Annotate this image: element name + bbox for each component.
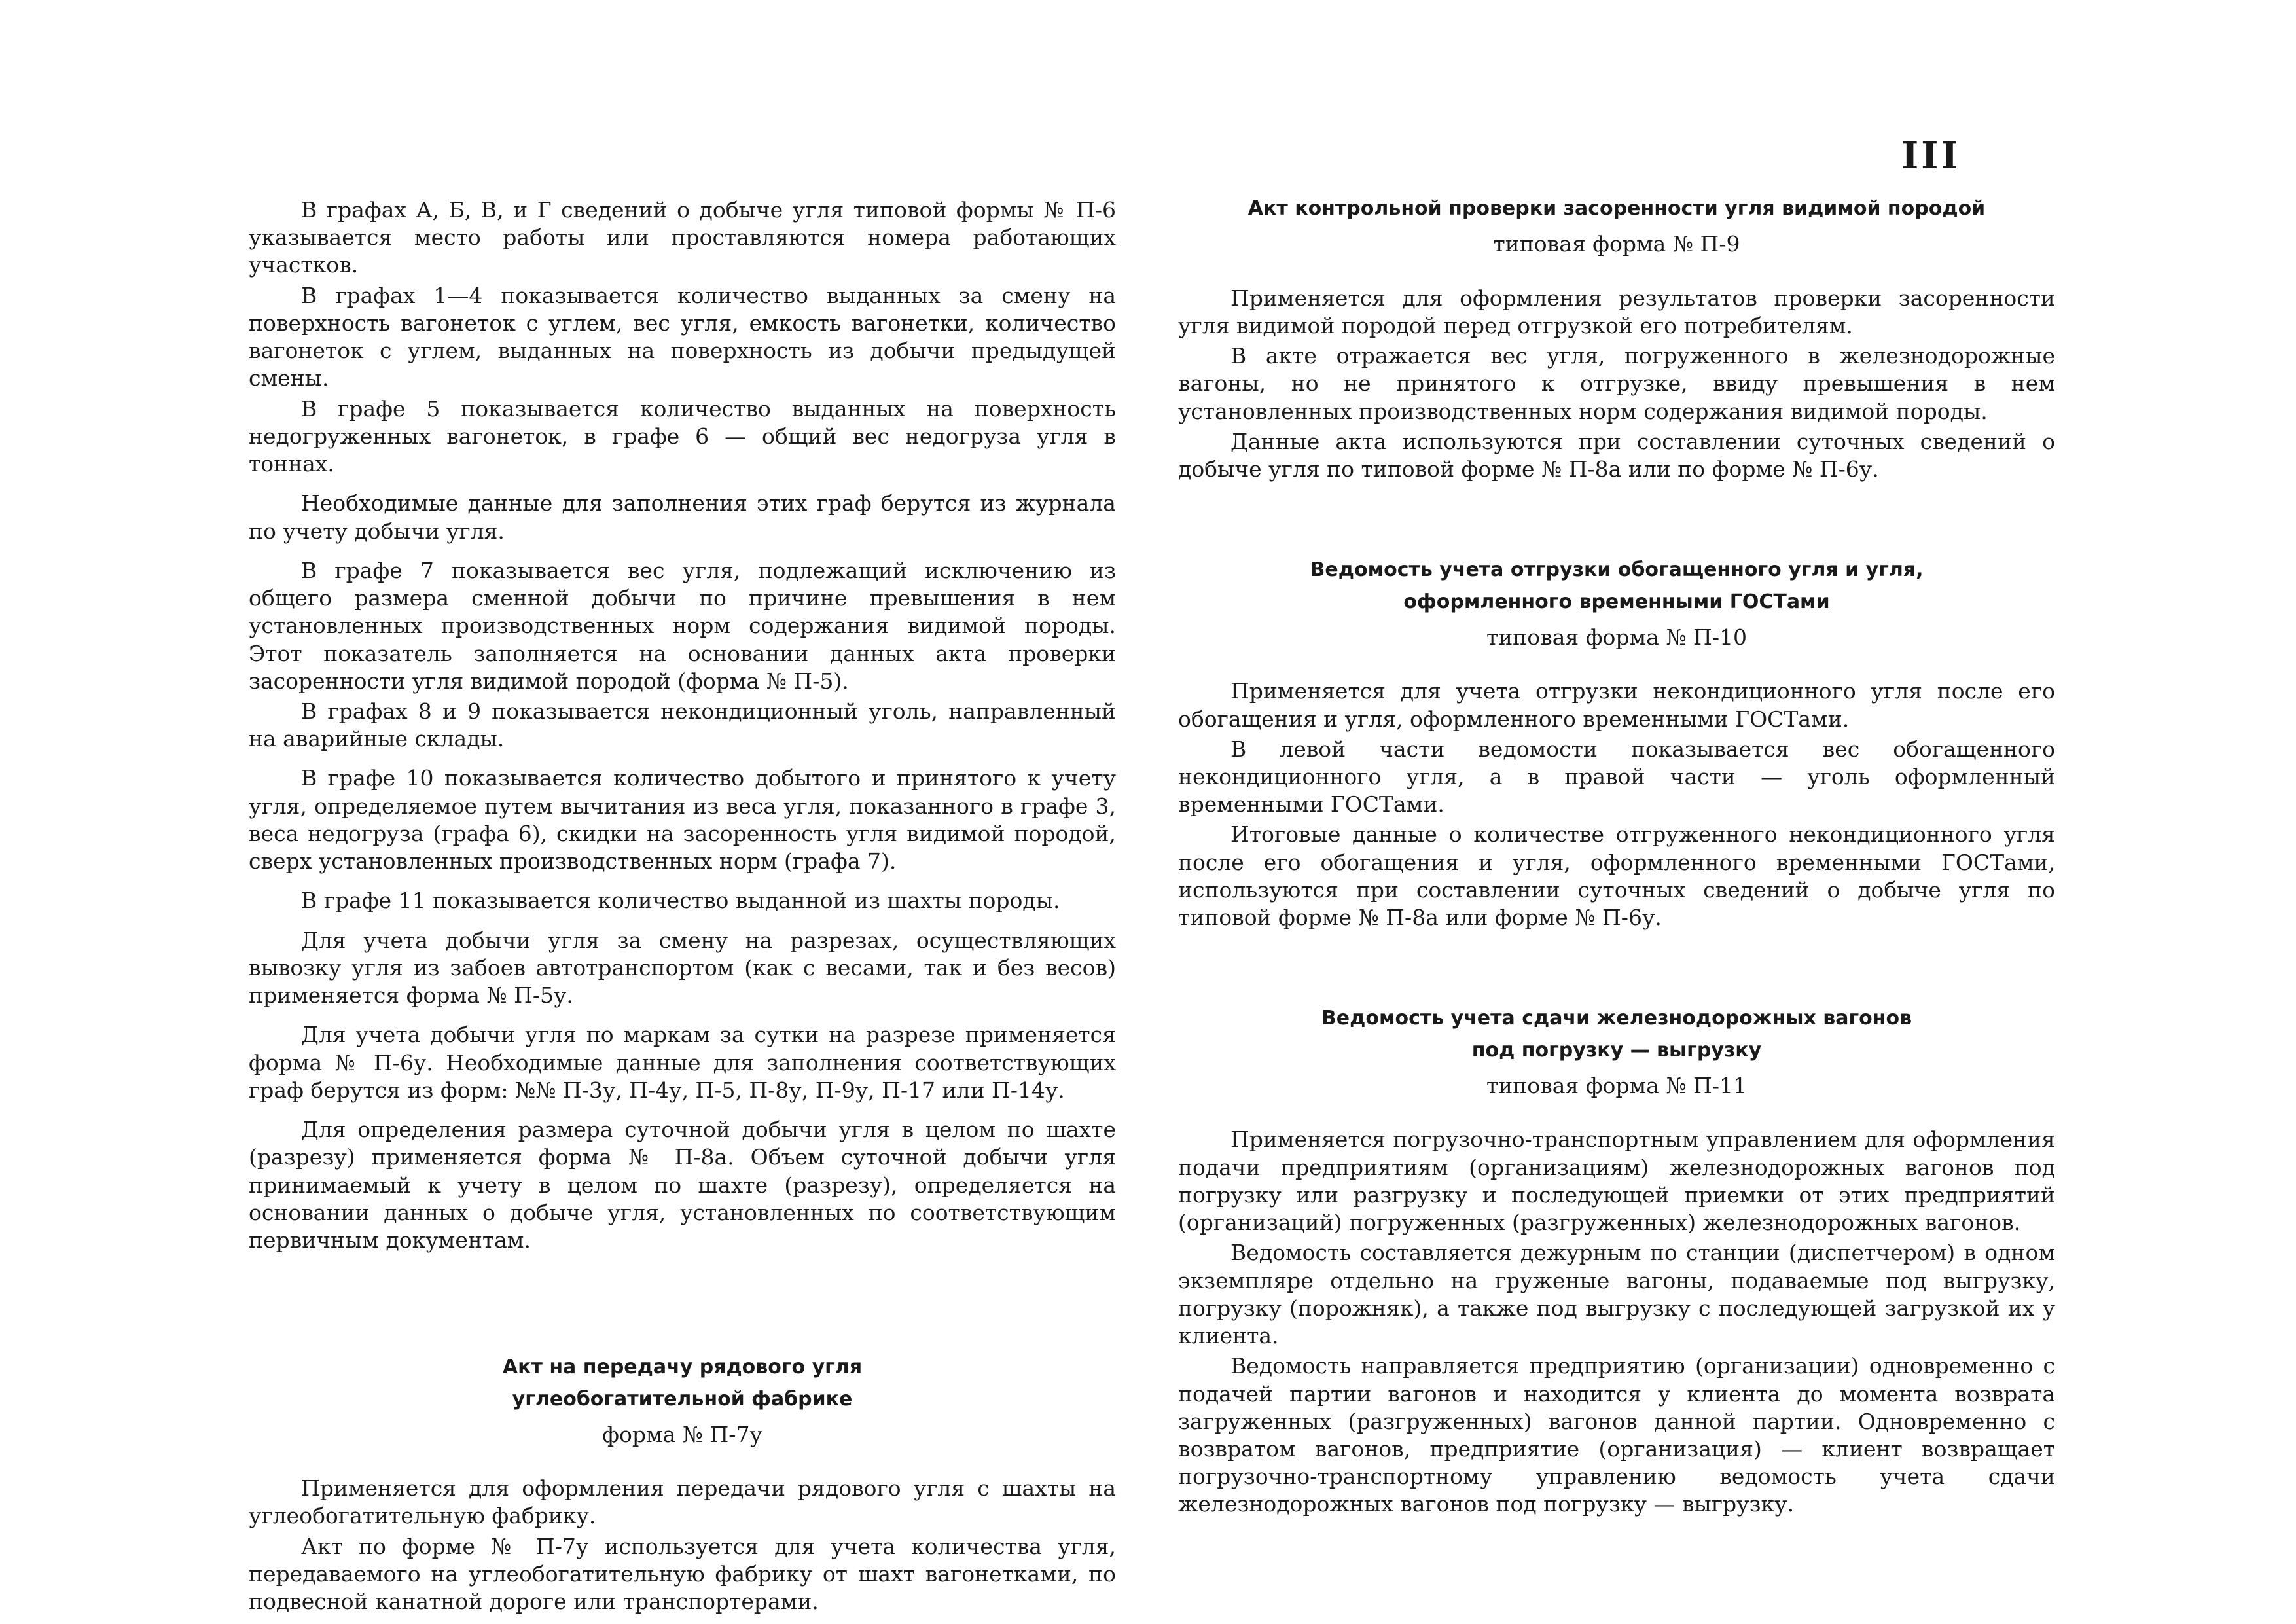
- form-number: типовая форма № П-9: [1493, 231, 1740, 257]
- paragraph: В графе 5 показывается количество выданных на поверхность недогруженных вагонеток, в графе 6 — общий вес недогруза угля в тоннах.: [249, 395, 1116, 477]
- paragraph: Применяется для учета отгрузки некондиционного угля после его обогащения и угля, оформленного временными ГОСТами.: [1178, 678, 2055, 732]
- paragraph: Акт по форме № П-7у используется для учета количества угля, передаваемого на углеобогатительную фабрику от шахт вагонетками, по подвесной канатной дороге или транспортерами.: [249, 1533, 1116, 1615]
- paragraph: В графе 10 показывается количество добытого и принятого к учету угля, определяемое путем вычитания из веса угля, показанного в графе 3, веса недогруза (графа 6), скидки на засоренность угля видимой породой, сверх установленных производственных норм (графа 7).: [249, 765, 1116, 875]
- right-column: [1178, 196, 2055, 1521]
- left-column: [249, 196, 1116, 1618]
- paragraph: В левой части ведомости показывается вес обогащенного некондиционного угля, а в правой части — уголь оформленный временными ГОСТами.: [1178, 736, 2055, 818]
- paragraph: Применяется для оформления передачи рядового угля с шахты на углеобогатительную фабрику.: [249, 1475, 1116, 1529]
- paragraph: В графе 7 показывается вес угля, подлежащий исключению из общего размера сменной добычи по причине превышения в нем установленных производственных норм содержания видимой породы. Этот показатель заполняется на основании данных акта проверки засоренности угля видимой породой (форма № П-5).: [249, 557, 1116, 694]
- paragraph: В графах А, Б, В, и Г сведений о добыче угля типовой формы № П-6 указывается место работы или проставляются номера работающих участков.: [249, 197, 1116, 278]
- paragraph: В графах 1—4 показывается количество выданных за смену на поверхность вагонеток с углем, вес угля, емкость вагонетки, количество вагонеток с углем, выданных на поверхность из добычи предыдущей смены.: [249, 282, 1116, 391]
- paragraph: В графе 11 показывается количество выданной из шахты породы.: [301, 888, 1060, 914]
- paragraph: Применяется для оформления результатов проверки засоренности угля видимой породой перед отгрузкой его потребителям.: [1178, 285, 2055, 338]
- paragraph: В акте отражается вес угля, погруженного в железнодорожные вагоны, но не принятого к отгрузке, ввиду превышения в нем установленных производственных норм содержания видимой породы.: [1178, 343, 2055, 424]
- paragraph: Применяется погрузочно-транспортным управлением для оформления подачи предприятиям (организациям) железнодорожных вагонов под погрузку или разгрузку и последующей приемки от этих предприятий (организаций) погруженных (разгруженных) железнодорожных вагонов.: [1178, 1127, 2055, 1236]
- section-title: углеобогатительной фабрике: [512, 1387, 853, 1411]
- paragraph: Для определения размера суточной добычи угля в целом по шахте (разрезу) применяется форма № П-8а. Объем суточной добычи угля принимаемый к учету в целом по шахте (разрезу), определяется на основании данных о добыче угля, установленных по соответствующим первичным документам.: [249, 1117, 1116, 1253]
- section-title: Акт контрольной проверки засоренности угля видимой породой: [1247, 197, 1986, 220]
- paragraph: Необходимые данные для заполнения этих граф берутся из журнала по учету добычи угля.: [249, 490, 1116, 544]
- section-title: Ведомость учета сдачи железнодорожных вагонов: [1321, 1007, 1912, 1030]
- section-title: под погрузку — выгрузку: [1471, 1038, 1762, 1062]
- paragraph: Ведомость направляется предприятию (организации) одновременно с подачей партии вагонов и находится у клиента до момента возврата загруженных (разгруженных) вагонов данной партии. Одновременно с возвратом вагонов, предприятие (организация) — клиент возвращает погрузочно-транспортному управлению ведомость учета сдачи железнодорожных вагонов под погрузку — выгрузку.: [1178, 1353, 2055, 1517]
- paragraph: Для учета добычи угля по маркам за сутки на разрезе применяется форма № П-6у. Необходимые данные для заполнения соответствующих граф берутся из форм: №№ П-3у, П-4у, П-5, П-8у, П-9у, П-17 или П-14у.: [249, 1022, 1116, 1103]
- form-number: типовая форма № П-11: [1486, 1073, 1747, 1099]
- section-title: Акт на передачу рядового угля: [502, 1356, 863, 1379]
- paragraph: Ведомость составляется дежурным по станции (диспетчером) в одном экземпляре отдельно на груженые вагоны, подаваемые под выгрузку, погрузку (порожняк), а также под выгрузку с последующей загрузкой их у клиента.: [1178, 1240, 2055, 1349]
- section-title: оформленного временными ГОСТами: [1403, 590, 1830, 613]
- paragraph: Итоговые данные о количестве отгруженного некондиционного угля после его обогащения и угля, оформленного временными ГОСТами, используются при составлении суточных сведений о добыче угля по типовой форме № П-8а или форме № П-6у.: [1178, 821, 2055, 931]
- form-number: типовая форма № П-10: [1486, 624, 1747, 651]
- page-number: III: [1901, 134, 1961, 177]
- section-title: Ведомость учета отгрузки обогащенного угля и угля,: [1310, 558, 1924, 582]
- form-number: форма № П-7у: [602, 1421, 762, 1447]
- paragraph: В графах 8 и 9 показывается некондиционный уголь, направленный на аварийные склады.: [249, 698, 1116, 752]
- paragraph: Данные акта используются при составлении суточных сведений о добыче угля по типовой форме № П-8а или по форме № П-6у.: [1178, 428, 2055, 482]
- paragraph: Для учета добычи угля за смену на разрезах, осуществляющих вывозку угля из забоев автотранспортом (как с весами, так и без весов) применяется форма № П-5у.: [249, 927, 1116, 1009]
